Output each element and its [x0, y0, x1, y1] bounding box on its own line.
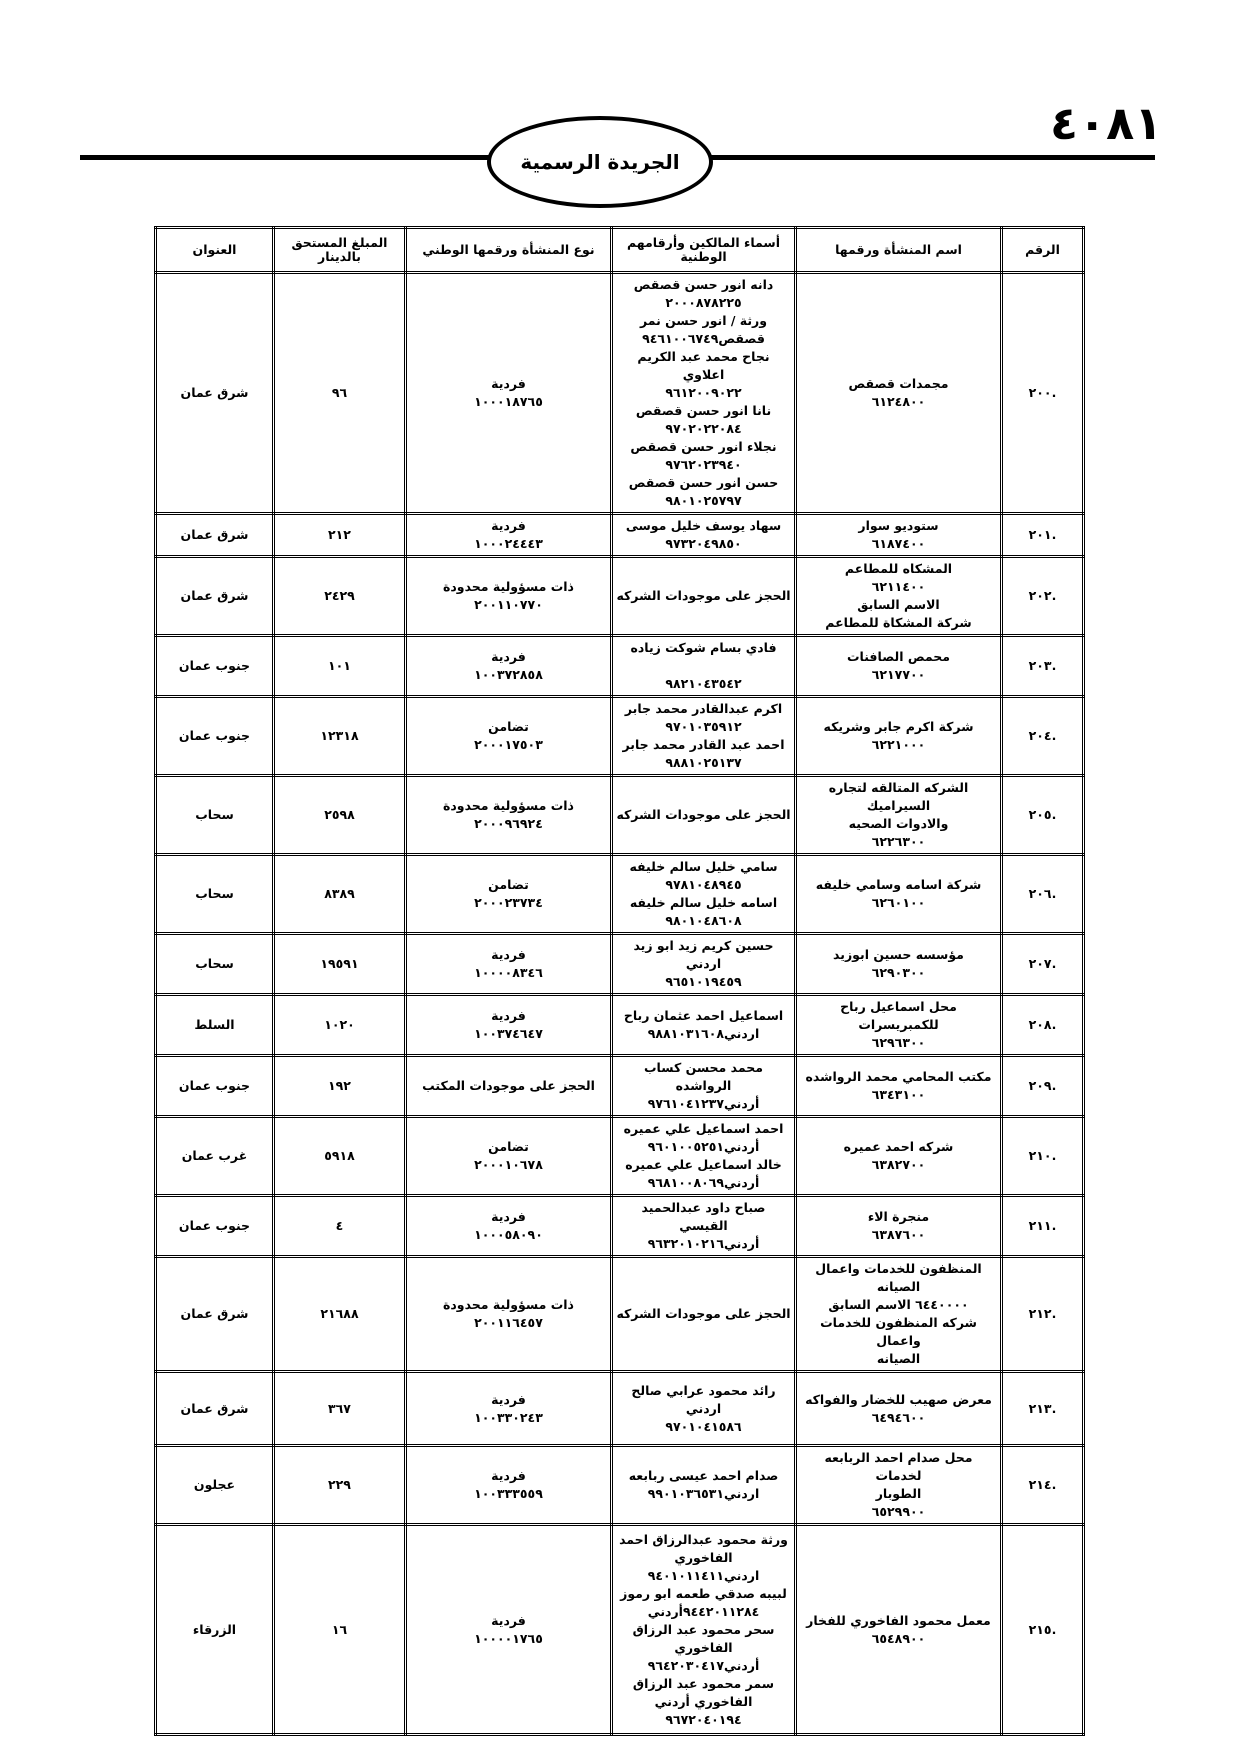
cell-number: .٢٠٠ [1002, 273, 1084, 514]
cell-type [406, 514, 612, 557]
header-type: نوع المنشأة ورقمها الوطني [406, 228, 612, 273]
cell-name-line: شركة المشكاة للمطاعم [825, 615, 972, 630]
cell-address: السلط [156, 995, 274, 1056]
cell-type [406, 1525, 612, 1735]
cell-owners-line: رائد محمود عرابي صالح [631, 1382, 776, 1398]
cell-name-line: ٦٣٨٧٦٠٠ [871, 1227, 926, 1242]
cell-type-line: ذات مسؤولية محدودة [443, 579, 574, 594]
cell-type-line: الحجز على موجودات المكتب [422, 1078, 595, 1093]
cell-name [796, 1446, 1002, 1525]
cell-amount: ٤ [274, 1196, 406, 1257]
cell-type [406, 776, 612, 855]
table-body [156, 273, 1084, 1735]
cell-name-line: ٦٢٩٦٣٠٠ [871, 1035, 926, 1050]
cell-type-line: فردية [491, 518, 526, 533]
cell-name-line: الاسم السابق [857, 597, 940, 612]
cell-name-line: محمص الصافنات [846, 649, 951, 664]
cell-owners [612, 776, 796, 855]
cell-owners [612, 557, 796, 636]
cell-owners-line: ٩٧٦٢٠٢٣٩٤٠ [665, 457, 742, 472]
cell-owners-line: أردني٩٦٨١٠٠٨٠٦٩ [647, 1175, 760, 1190]
cell-owners-line: ٩٧٠١٠٣٥٩١٢ [665, 719, 742, 734]
cell-name-line: مؤسسه حسين ابوزيد [833, 947, 964, 962]
cell-owners-line: ٩٨٢١٠٤٣٥٤٢ [665, 676, 742, 691]
cell-owners-line: الحجز على موجودات الشركه [616, 807, 791, 822]
cell-name-line: معمل محمود الفاخوري للفخار [806, 1612, 991, 1628]
cell-owners-line: أردني٩٦٠١٠٠٥٢٥١ [647, 1139, 760, 1154]
cell-owners [612, 636, 796, 697]
cell-name-line: منجرة الاء [867, 1209, 930, 1224]
cell-number: .٢١١ [1002, 1196, 1084, 1257]
cell-type-line: تضامن [488, 877, 529, 892]
table-row [156, 1257, 1084, 1372]
cell-owners-line: فادي بسام شوكت زياده [630, 640, 777, 655]
header-name: اسم المنشأة ورقمها [796, 228, 1002, 273]
cell-number: .٢٠٦ [1002, 855, 1084, 934]
cell-owners-line: أردني٩٦٤٢٠٣٠٤١٧ [647, 1657, 760, 1673]
cell-name-line: ٦٢٢٦٣٠٠ [871, 834, 926, 849]
cell-type [406, 1446, 612, 1525]
table-row [156, 1117, 1084, 1196]
cell-type-line: ١٠٠٣٣٠٢٤٣ [474, 1409, 543, 1425]
cell-type-line: ١٠٠٠٠١٧٦٥ [474, 1630, 543, 1646]
cell-owners-line: الحجز على موجودات الشركه [616, 588, 791, 603]
cell-owners-line: اسامه خليل سالم خليفه [629, 895, 778, 910]
cell-type-line: ٢٠٠٠٩٦٩٢٤ [474, 816, 543, 831]
cell-address: الزرقاء [156, 1525, 274, 1735]
table-row [156, 636, 1084, 697]
cell-number: .٢٠٩ [1002, 1056, 1084, 1117]
header-owners: أسماء المالكين وأرقامهم الوطنية [612, 228, 796, 273]
table-row [156, 995, 1084, 1056]
cell-address: شرق عمان [156, 1372, 274, 1446]
cell-name-line: المشكاه للمطاعم [844, 561, 953, 576]
table-row [156, 934, 1084, 995]
cell-number: .٢١٥ [1002, 1525, 1084, 1735]
cell-name-line: ٦٥٢٩٩٠٠ [871, 1504, 926, 1519]
cell-type [406, 557, 612, 636]
cell-owners-line: حسين كريم زيد ابو زيد [633, 938, 774, 953]
cell-owners [612, 1257, 796, 1372]
cell-owners-line: ٩٨٨١٠٢٥١٣٧ [665, 755, 742, 770]
cell-number: .٢١٠ [1002, 1117, 1084, 1196]
cell-owners-line: الحجز على موجودات الشركه [616, 1306, 791, 1321]
cell-amount: ١٦ [274, 1525, 406, 1735]
cell-number: .٢٠٣ [1002, 636, 1084, 697]
cell-amount: ٩٦ [274, 273, 406, 514]
cell-owners [612, 855, 796, 934]
cell-owners-line: احمد عبد القادر محمد جابر [622, 737, 785, 752]
cell-amount: ٨٣٨٩ [274, 855, 406, 934]
table-row [156, 1446, 1084, 1525]
cell-type-line: ١٠٠٠٠٨٣٤٦ [474, 965, 543, 980]
cell-number: .٢١٣ [1002, 1372, 1084, 1446]
cell-name-line: شركة اكرم جابر وشريكه [823, 719, 974, 734]
cell-owners-line: أردني٩٦٣٢٠١٠٢١٦ [647, 1236, 760, 1251]
cell-owners-line: ٩٧٨١٠٤٨٩٤٥ [665, 877, 742, 892]
cell-owners-line: اردني [685, 956, 722, 971]
cell-type-line: ٢٠٠٠١٠٦٧٨ [474, 1157, 543, 1172]
cell-name-line: ٦٥٤٨٩٠٠ [871, 1630, 926, 1646]
cell-name-line: محل صدام احمد الربابعه لخدمات [824, 1450, 973, 1483]
cell-name [796, 514, 1002, 557]
cell-type [406, 1117, 612, 1196]
cell-name [796, 776, 1002, 855]
cell-type-line: ٢٠٠١١٠٧٧٠ [474, 597, 543, 612]
cell-amount: ٥٩١٨ [274, 1117, 406, 1196]
cell-address: جنوب عمان [156, 636, 274, 697]
table-row [156, 557, 1084, 636]
cell-owners [612, 1525, 796, 1735]
cell-type-line: تضامن [488, 1139, 529, 1154]
cell-owners-line: ٩٧٠٢٠٢٢٠٨٤ [665, 421, 742, 436]
header-amount: المبلغ المستحق بالدينار [274, 228, 406, 273]
cell-type [406, 1196, 612, 1257]
cell-owners [612, 1372, 796, 1446]
cell-owners [612, 1056, 796, 1117]
cell-name [796, 1525, 1002, 1735]
cell-address: غرب عمان [156, 1117, 274, 1196]
cell-number: .٢١٢ [1002, 1257, 1084, 1372]
cell-name-line: شركه احمد عميره [843, 1139, 954, 1154]
cell-name [796, 1056, 1002, 1117]
cell-owners-line: ٢٠٠٠٨٧٨٢٢٥ [665, 295, 742, 310]
cell-amount: ١٠١ [274, 636, 406, 697]
cell-type-line: ٢٠٠٠١٧٥٠٣ [474, 737, 543, 752]
cell-number: .٢٠٢ [1002, 557, 1084, 636]
cell-amount: ١٢٣١٨ [274, 697, 406, 776]
cell-name-line: ٦٢١٧٧٠٠ [871, 667, 926, 682]
cell-type-line: ذات مسؤولية محدودة [443, 1297, 574, 1312]
cell-name-line: مكتب المحامي محمد الرواشده [805, 1069, 992, 1084]
cell-owners [612, 273, 796, 514]
cell-name-line: ٦٣٨٢٧٠٠ [871, 1157, 926, 1172]
cell-owners-line: اردني٩٤٠١٠١١٤١١ [647, 1567, 760, 1583]
cell-type-line: ١٠٠٣٧٤٦٤٧ [474, 1026, 543, 1041]
cell-name-line: ٦١٢٤٨٠٠ [871, 394, 926, 409]
table-row [156, 1196, 1084, 1257]
cell-owners-line: الفاخوري [674, 1549, 733, 1565]
cell-owners-line: الفاخوري أردني [654, 1693, 753, 1709]
cell-owners-line: ٩٨٠١٠٢٥٧٩٧ [665, 493, 742, 508]
cell-name [796, 1257, 1002, 1372]
table-row [156, 1372, 1084, 1446]
cell-name-line: ٦٢٦٠١٠٠ [871, 895, 926, 910]
cell-amount: ٢٤٢٩ [274, 557, 406, 636]
cell-amount: ١٩٥٩١ [274, 934, 406, 995]
cell-address: جنوب عمان [156, 1196, 274, 1257]
header-address: العنوان [156, 228, 274, 273]
table-row [156, 697, 1084, 776]
cell-name-line: الشركه المتالقه لتجاره السيراميك [828, 780, 969, 813]
cell-name-line: الصيانه [876, 1351, 921, 1366]
cell-owners-line: سهاد يوسف خليل موسى [625, 518, 782, 533]
cell-name [796, 1372, 1002, 1446]
table-header-row [156, 228, 1084, 273]
cell-type [406, 636, 612, 697]
cell-owners-line: اسماعيل احمد عثمان رباح [623, 1008, 784, 1023]
cell-address: سحاب [156, 855, 274, 934]
cell-type-line: ١٠٠٣٣٣٥٥٩ [474, 1486, 543, 1501]
cell-name [796, 273, 1002, 514]
cell-name-line: ستوديو سوار [858, 518, 939, 533]
header-number: الرقم [1002, 228, 1084, 273]
cell-type-line: فردية [491, 1008, 526, 1023]
cell-owners [612, 934, 796, 995]
cell-type-line: ٢٠٠٠٢٣٧٣٤ [474, 895, 543, 910]
cell-name-line: الطوبار [875, 1486, 922, 1501]
cell-owners-line: ٩٤٤٢٠١١٢٨٤أردني [647, 1603, 760, 1619]
page-number: ٤٠٨١ [1050, 96, 1163, 150]
cell-type-line: ١٠٠٠١٨٧٦٥ [474, 394, 543, 409]
cell-amount: ٢٥٩٨ [274, 776, 406, 855]
cell-name-line: ٦٢١١٤٠٠ [871, 579, 926, 594]
cell-owners-line: نجاح محمد عبد الكريم اعلاوي [637, 349, 770, 382]
cell-owners-line: اكرم عبدالقادر محمد جابر [624, 701, 783, 716]
cell-number: .٢٠٧ [1002, 934, 1084, 995]
cell-type [406, 1257, 612, 1372]
cell-owners [612, 1446, 796, 1525]
cell-owners-line: اردني٩٨٨١٠٣١٦٠٨ [647, 1026, 760, 1041]
cell-owners-line: الفاخوري [674, 1639, 733, 1655]
cell-name [796, 636, 1002, 697]
table-row [156, 273, 1084, 514]
cell-owners-line: صدام احمد عيسى ربابعه [628, 1468, 779, 1483]
cell-type-line: تضامن [488, 719, 529, 734]
cell-owners-line: اردني٩٩٠١٠٣٦٥٣١ [647, 1486, 760, 1501]
cell-number: .٢٠٥ [1002, 776, 1084, 855]
cell-amount: ٢١٦٨٨ [274, 1257, 406, 1372]
cell-owners [612, 697, 796, 776]
cell-owners-line: ورثة / انور حسن نمر [639, 313, 768, 328]
cell-number: .٢٠٤ [1002, 697, 1084, 776]
cell-number: .٢٠١ [1002, 514, 1084, 557]
cell-owners-line: قصقص٩٤٦١٠٠٦٧٤٩ [642, 331, 765, 346]
cell-type-line: فردية [491, 1391, 526, 1407]
cell-owners-line: ٩٦٥١٠١٩٤٥٩ [665, 974, 742, 989]
cell-type [406, 1056, 612, 1117]
cell-name-line: شركة اسامه وسامي خليفه [815, 877, 982, 892]
cell-type [406, 855, 612, 934]
cell-type-line: ٢٠٠١١٦٤٥٧ [474, 1315, 543, 1330]
cell-type-line: ١٠٠٠٢٤٤٤٣ [474, 536, 543, 551]
cell-address: شرق عمان [156, 514, 274, 557]
table-row [156, 514, 1084, 557]
cell-owners-line: لبيبه صدقي طعمه ابو رموز [620, 1585, 787, 1601]
cell-owners-line: دانه انور حسن قصقص [633, 277, 774, 292]
cell-number: .٢١٤ [1002, 1446, 1084, 1525]
cell-name-line: المنظفون للخدمات واعمال الصيانه [815, 1261, 982, 1294]
cell-owners [612, 514, 796, 557]
cell-name-line: ٦٤٩٤٦٠٠ [871, 1409, 926, 1425]
cell-owners-line: ورثة محمود عبدالرزاق احمد [619, 1531, 788, 1547]
cell-type-line: فردية [491, 947, 526, 962]
cell-owners-line: أردني٩٧٦١٠٤١٢٣٧ [647, 1096, 760, 1111]
cell-name [796, 855, 1002, 934]
cell-owners-line: محمد محسن كساب الرواشده [643, 1060, 763, 1093]
cell-address: شرق عمان [156, 557, 274, 636]
cell-name-line: معرض صهيب للخضار والفواكه [805, 1391, 992, 1407]
cell-owners-line: ٩٧٣٢٠٤٩٨٥٠ [665, 536, 742, 551]
cell-amount: ٢٢٩ [274, 1446, 406, 1525]
cell-name [796, 557, 1002, 636]
cell-name [796, 1117, 1002, 1196]
cell-name-line: شركه المنظفون للخدمات واعمال [820, 1315, 977, 1348]
cell-address: جنوب عمان [156, 697, 274, 776]
cell-address: سحاب [156, 776, 274, 855]
cell-type-line: فردية [491, 649, 526, 664]
cell-owners [612, 1196, 796, 1257]
cell-type-line: فردية [491, 376, 526, 391]
cell-name-line: ٦٤٤٠٠٠٠ الاسم السابق [828, 1297, 969, 1312]
cell-owners-line: ٩٨٠١٠٤٨٦٠٨ [665, 913, 742, 928]
cell-name-line: ٦٢٩٠٣٠٠ [871, 965, 926, 980]
cell-owners-line: نانا انور حسن قصقص [635, 403, 772, 418]
cell-name-line: مجمدات قصقص [848, 376, 949, 391]
cell-owners-line: سمر محمود عبد الرزاق [632, 1675, 775, 1691]
cell-address: سحاب [156, 934, 274, 995]
cell-name-line: ٦٢٢١٠٠٠ [871, 737, 926, 752]
cell-amount: ١٩٢ [274, 1056, 406, 1117]
cell-type-line: فردية [491, 1468, 526, 1483]
cell-owners [612, 995, 796, 1056]
cell-owners-line: خالد اسماعيل علي عميره [625, 1157, 782, 1172]
cell-amount: ٢١٢ [274, 514, 406, 557]
cell-amount: ٣٦٧ [274, 1372, 406, 1446]
cell-type-line: ١٠٠٣٧٢٨٥٨ [474, 667, 543, 682]
cell-address: عجلون [156, 1446, 274, 1525]
cell-name-line: ٦١٨٧٤٠٠ [871, 536, 926, 551]
cell-owners-line: حسن انور حسن قصقص [628, 475, 779, 490]
cell-type-line: ذات مسؤولية محدودة [443, 798, 574, 813]
cell-owners-line: سامي خليل سالم خليفه [629, 859, 778, 874]
cell-type [406, 1372, 612, 1446]
cell-owners-line: اردني [685, 1400, 722, 1416]
cell-name [796, 995, 1002, 1056]
cell-amount: ١٠٢٠ [274, 995, 406, 1056]
cell-owners-line: نجلاء انور حسن قصقص [630, 439, 777, 454]
cell-number: .٢٠٨ [1002, 995, 1084, 1056]
cell-owners-line: ٩٧٠١٠٤١٥٨٦ [665, 1418, 742, 1434]
cell-owners-line: احمد اسماعيل علي عميره [623, 1121, 784, 1136]
cell-owners-line: سحر محمود عبد الرزاق [632, 1621, 775, 1637]
cell-owners-line: ٩٦١٢٠٠٩٠٢٢ [665, 385, 742, 400]
cell-owners [612, 1117, 796, 1196]
cell-address: جنوب عمان [156, 1056, 274, 1117]
cell-address: شرق عمان [156, 273, 274, 514]
cell-type [406, 934, 612, 995]
table-row [156, 776, 1084, 855]
cell-name [796, 697, 1002, 776]
table-row [156, 1525, 1084, 1735]
cell-type-line: ١٠٠٠٥٨٠٩٠ [474, 1227, 543, 1242]
cell-type-line: فردية [491, 1612, 526, 1628]
cell-name [796, 1196, 1002, 1257]
masthead-title: الجريدة الرسمية [487, 116, 713, 208]
cell-owners-line: ٩٦٧٢٠٤٠١٩٤ [665, 1711, 742, 1727]
cell-address: شرق عمان [156, 1257, 274, 1372]
cell-name-line: والادوات الصحيه [848, 816, 949, 831]
cell-type [406, 697, 612, 776]
cell-name [796, 934, 1002, 995]
cell-owners-line: صباح داود عبدالحميد القيسي [641, 1200, 766, 1233]
table-row [156, 1056, 1084, 1117]
cell-type-line: فردية [491, 1209, 526, 1224]
cell-type [406, 273, 612, 514]
register-table [154, 226, 1085, 1736]
cell-name-line: محل اسماعيل رباح للكمبريسرات [840, 999, 957, 1032]
cell-name-line: ٦٣٤٣١٠٠ [871, 1087, 926, 1102]
cell-owners-line [616, 657, 791, 675]
cell-type [406, 995, 612, 1056]
table-row [156, 855, 1084, 934]
